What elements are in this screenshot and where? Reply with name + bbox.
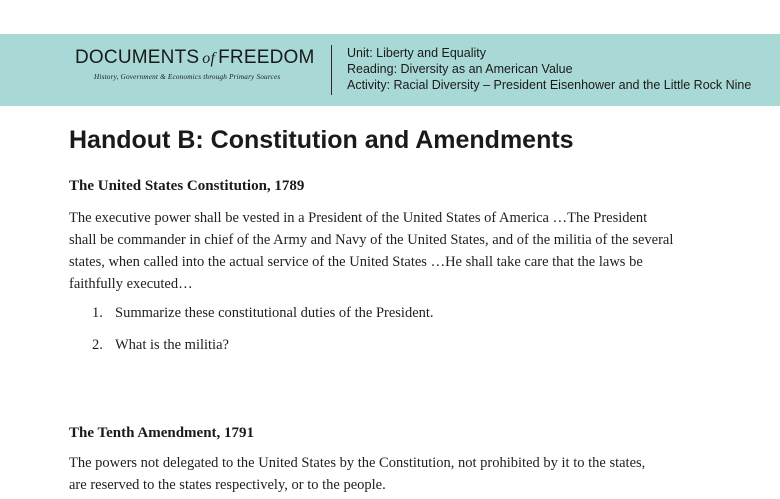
brand-tagline: History, Government & Economics through Primary Sources xyxy=(94,73,281,81)
brand-main: DOCUMENTS xyxy=(75,47,200,68)
question-text: What is the militia? xyxy=(115,337,229,353)
brand-title xyxy=(75,47,315,69)
header-banner xyxy=(0,34,780,106)
reading-label: Reading: Diversity as an American Value xyxy=(347,62,573,76)
excerpt-line: The powers not delegated to the United States by the Constitution, not prohibited by it to the states, xyxy=(69,455,646,471)
brand-end: FREEDOM xyxy=(218,47,315,68)
brand-of: of xyxy=(202,50,216,67)
tenth-amendment-excerpt xyxy=(69,452,759,496)
excerpt-line: The executive power shall be vested in a President of the United States of America …The President xyxy=(69,210,648,226)
question-number: 2. xyxy=(92,337,103,353)
excerpt-line: are reserved to the states respectively, or to the people. xyxy=(69,477,386,493)
excerpt-line: states, when called into the actual service of the United States …He shall take care that the laws be xyxy=(69,254,643,270)
excerpt-line: shall be commander in chief of the Army and Navy of the United States, and of the militia of the several xyxy=(69,232,674,248)
constitution-excerpt xyxy=(69,207,759,295)
lesson-meta xyxy=(347,45,751,93)
section-heading-constitution: The United States Constitution, 1789 xyxy=(69,178,305,194)
page-title: Handout B: Constitution and Amendments xyxy=(69,126,574,154)
excerpt-line: faithfully executed… xyxy=(69,276,193,292)
brand-logo xyxy=(75,47,315,81)
question-text: Summarize these constitutional duties of the President. xyxy=(115,305,434,321)
question-number: 1. xyxy=(92,305,103,321)
header-divider xyxy=(331,45,332,95)
unit-label: Unit: Liberty and Equality xyxy=(347,46,486,60)
section-heading-tenth-amendment: The Tenth Amendment, 1791 xyxy=(69,425,255,441)
activity-label: Activity: Racial Diversity – President Eisenhower and the Little Rock Nine xyxy=(347,78,752,92)
